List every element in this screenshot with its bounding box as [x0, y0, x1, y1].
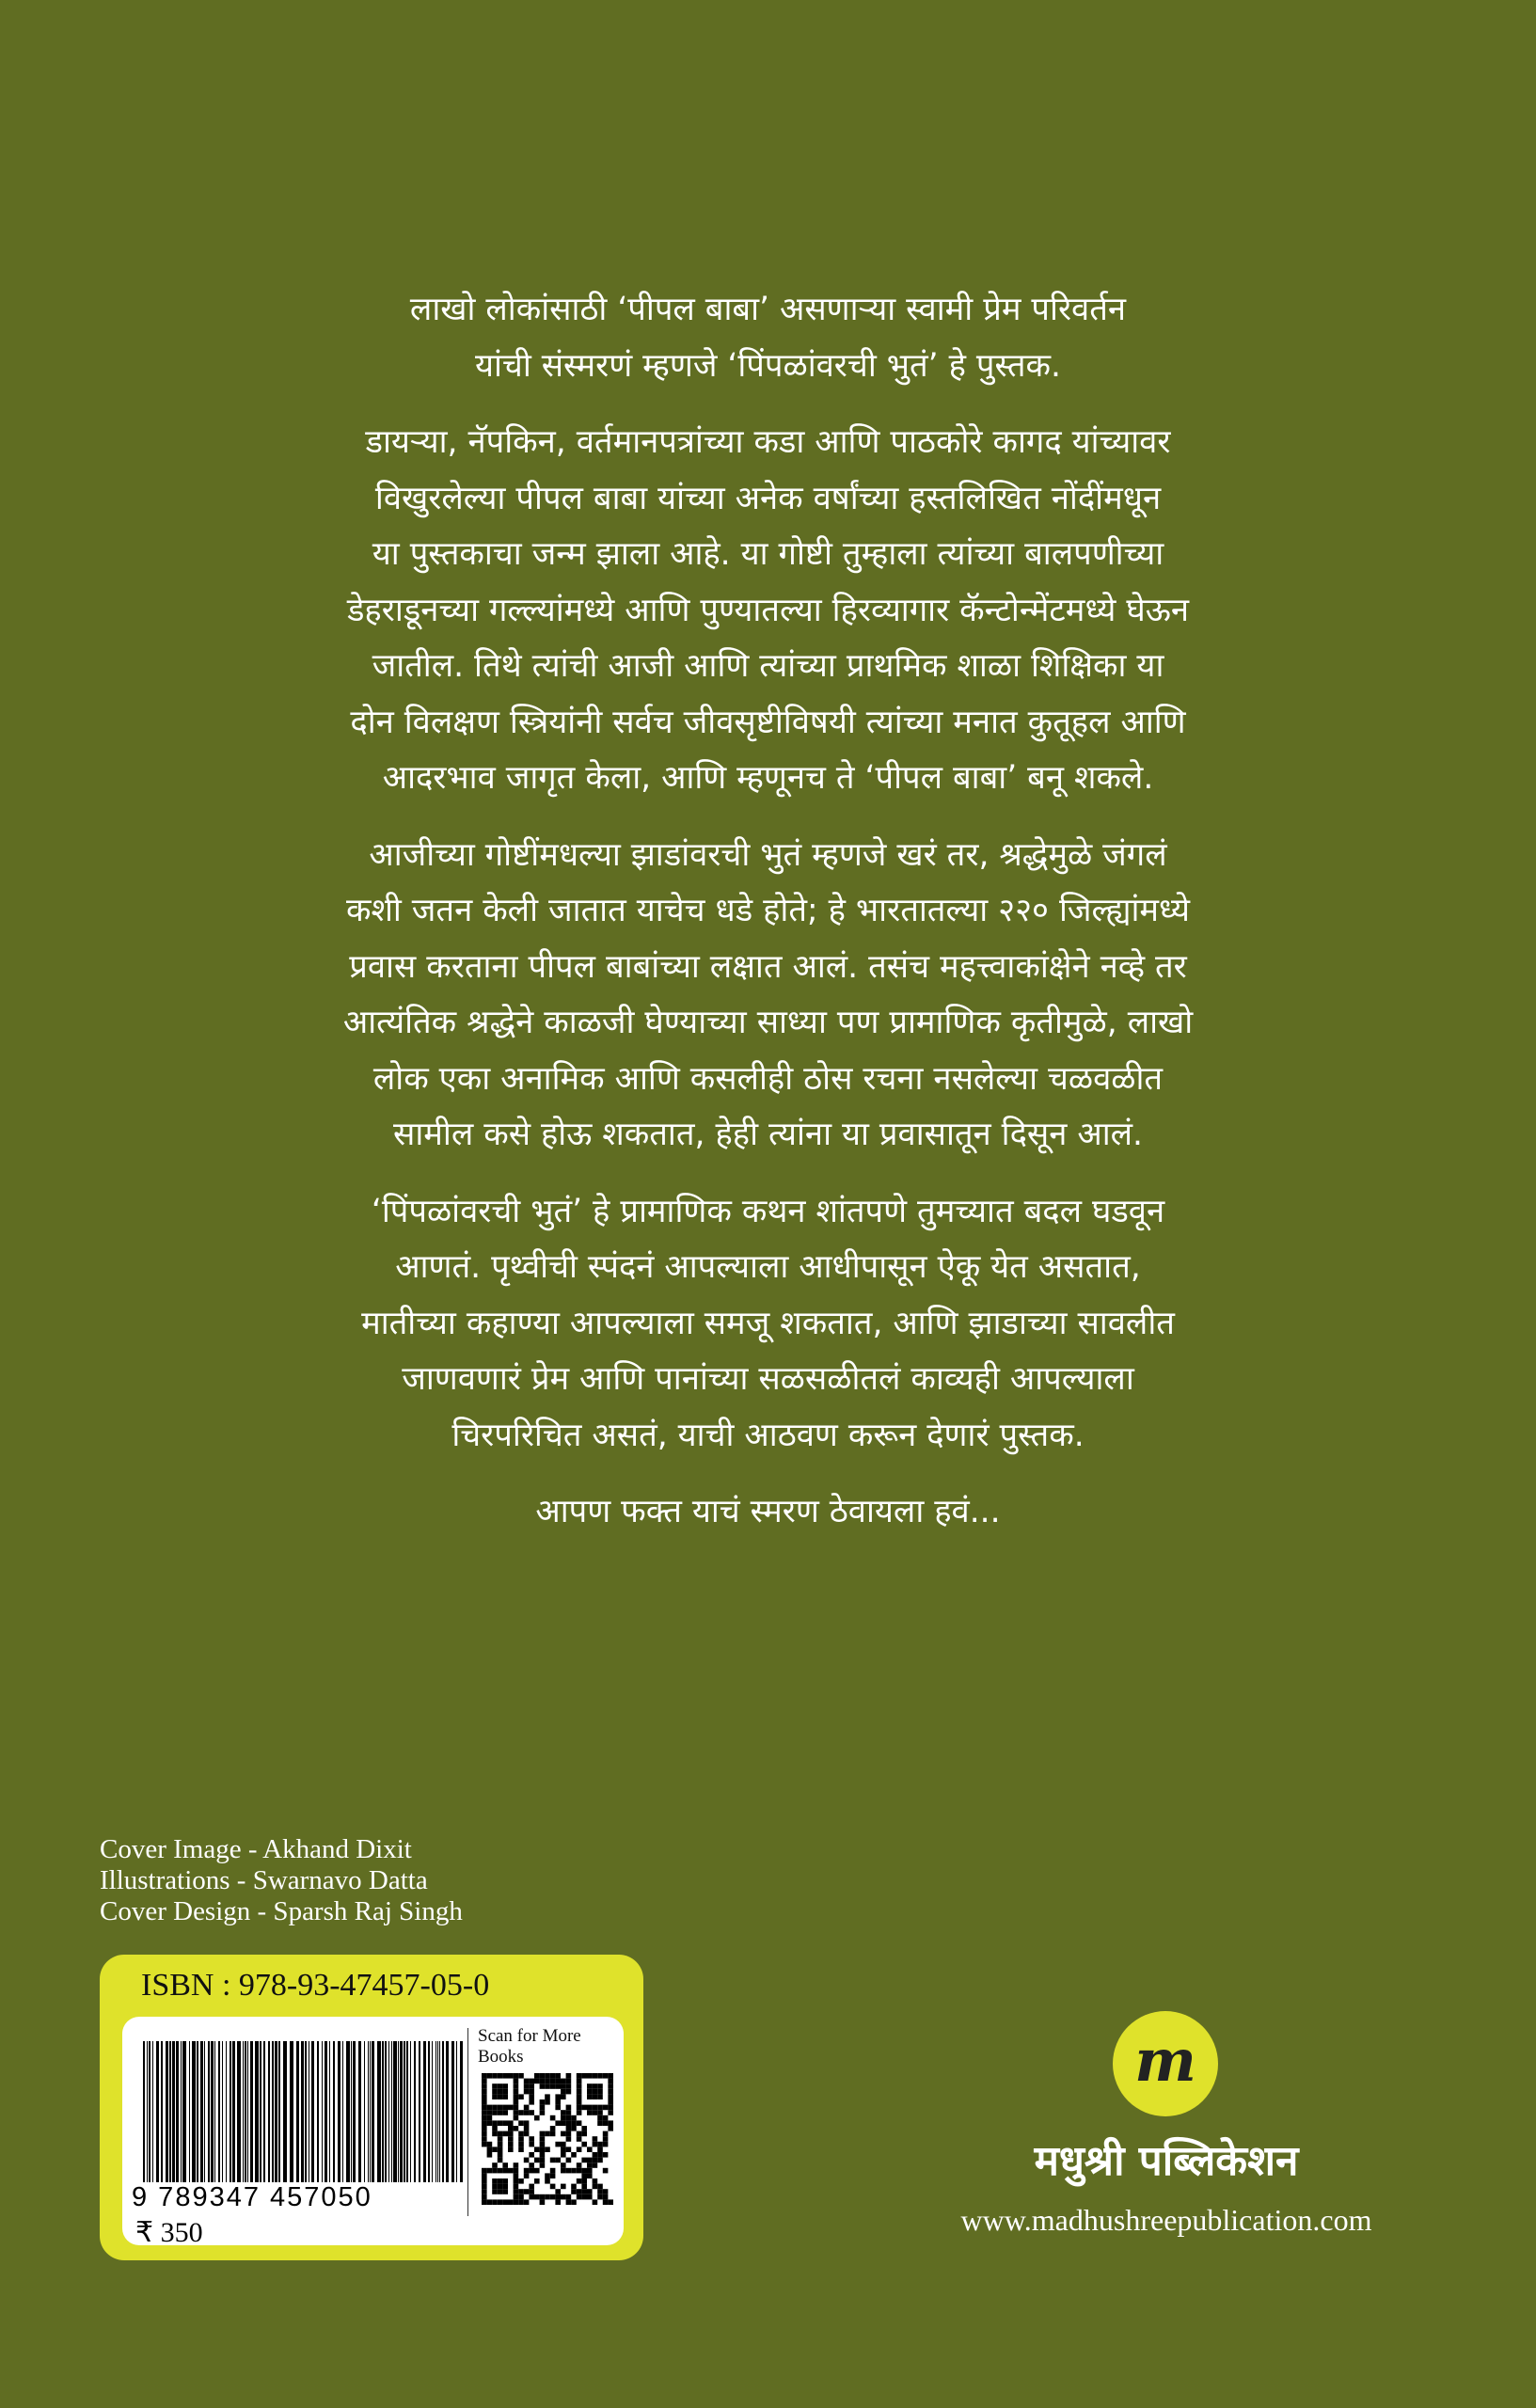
blurb-paragraph — [216, 1184, 1320, 1465]
blurb-line: या पुस्तकाचा जन्म झाला आहे. या गोष्टी तुम्हाला त्यांच्या बालपणीच्या — [372, 535, 1164, 573]
publisher-logo — [1113, 2011, 1218, 2116]
credit-cover-design: Cover Design - Sparsh Raj Singh — [100, 1896, 463, 1926]
blurb-line: आणतं. पृथ्वीची स्पंदनं आपल्याला आधीपासून ऐकू येत असतात, — [395, 1248, 1141, 1286]
blurb-paragraph — [216, 828, 1320, 1164]
isbn-panel — [100, 1955, 643, 2260]
blurb-line: डायऱ्या, नॅपकिन, वर्तमानपत्रांच्या कडा आणि पाठकोरे कागद यांच्यावर — [365, 423, 1171, 461]
publisher-website-link[interactable]: www.madhushreepublication.com — [960, 2203, 1372, 2237]
logo-letter: m — [1134, 2026, 1196, 2095]
blurb-line: विखुरलेल्या पीपल बाबा यांच्या अनेक वर्षांच्या हस्तलिखित नोंदींमधून — [374, 479, 1162, 517]
blurb-paragraph — [216, 415, 1320, 807]
price: ₹ 350 — [135, 2217, 203, 2248]
blurb-line: आत्यंतिक श्रद्धेने काळजी घेण्याच्या साध्या पण प्रामाणिक कृतीमुळे, लाखो — [342, 1004, 1194, 1041]
credits — [100, 1834, 463, 1927]
barcode-digits: 9 789347 457050 — [132, 2182, 372, 2212]
isbn-number: ISBN : 978-93-47457-05-0 — [141, 1968, 490, 2003]
barcode-graphic — [137, 2041, 467, 2182]
blurb-line: आपण फक्त याचं स्मरण ठेवायला हवं... — [535, 1493, 1001, 1530]
blurb-line: लाखो लोकांसाठी ‘पीपल बाबा’ असणाऱ्या स्वामी प्रेम परिवर्तन — [409, 291, 1127, 328]
barcode-card — [122, 2017, 624, 2248]
qr-caption: Scan for More Books — [478, 2026, 581, 2067]
back-cover-blurb — [216, 282, 1320, 1561]
blurb-line: सामील कसे होऊ शकतात, हेही त्यांना या प्रवासातून दिसून आलं. — [393, 1116, 1143, 1153]
blurb-line: कशी जतन केली जातात याचेच धडे होते; हे भारतातल्या २२० जिल्ह्यांमध्ये — [345, 892, 1191, 929]
publisher-name: मधुश्री पब्लिकेशन — [1034, 2137, 1299, 2185]
blurb-line: जाणवणारं प्रेम आणि पानांच्या सळसळीतलं काव्यही आपल्याला — [402, 1360, 1134, 1398]
qr-code-icon[interactable] — [482, 2073, 613, 2209]
blurb-paragraph — [216, 1484, 1320, 1541]
blurb-line: आदरभाव जागृत केला, आणि म्हणूनच ते ‘पीपल बाबा’ बनू शकले. — [382, 759, 1154, 797]
blurb-line: डेहराडूनच्या गल्ल्यांमध्ये आणि पुण्यातल्या हिरव्यागार कॅन्टोन्मेंटमध्ये घेऊन — [346, 591, 1190, 629]
blurb-line: मातीच्या कहाण्या आपल्याला समजू शकतात, आणि झाडाच्या सावलीत — [361, 1304, 1175, 1342]
blurb-paragraph — [216, 282, 1320, 394]
divider — [467, 2028, 468, 2216]
credit-illustrations: Illustrations - Swarnavo Datta — [100, 1865, 428, 1895]
blurb-line: प्रवास करताना पीपल बाबांच्या लक्षात आलं. तसंच महत्त्वाकांक्षेने नव्हे तर — [349, 947, 1187, 986]
blurb-line: जातील. तिथे त्यांची आजी आणि त्यांच्या प्राथमिक शाळा शिक्षिका या — [372, 647, 1164, 685]
blurb-line: ‘पिंपळांवरची भुतं’ हे प्रामाणिक कथन शांतपणे तुमच्यात बदल घडवून — [371, 1192, 1165, 1230]
blurb-line: यांची संस्मरणं म्हणजे ‘पिंपळांवरची भुतं’ हे पुस्तक. — [474, 346, 1062, 385]
blurb-line: लोक एका अनामिक आणि कसलीही ठोस रचना नसलेल्या चळवळीत — [372, 1059, 1164, 1098]
blurb-line: चिरपरिचित असतं, याची आठवण करून देणारं पुस्तक. — [451, 1416, 1085, 1454]
credit-cover-image: Cover Image - Akhand Dixit — [100, 1834, 412, 1864]
blurb-line: दोन विलक्षण स्त्रियांनी सर्वच जीवसृष्टीविषयी त्यांच्या मनात कुतूहल आणि — [350, 703, 1186, 741]
blurb-line: आजीच्या गोष्टींमधल्या झाडांवरची भुतं म्हणजे खरं तर, श्रद्धेमुळे जंगलं — [369, 835, 1167, 874]
